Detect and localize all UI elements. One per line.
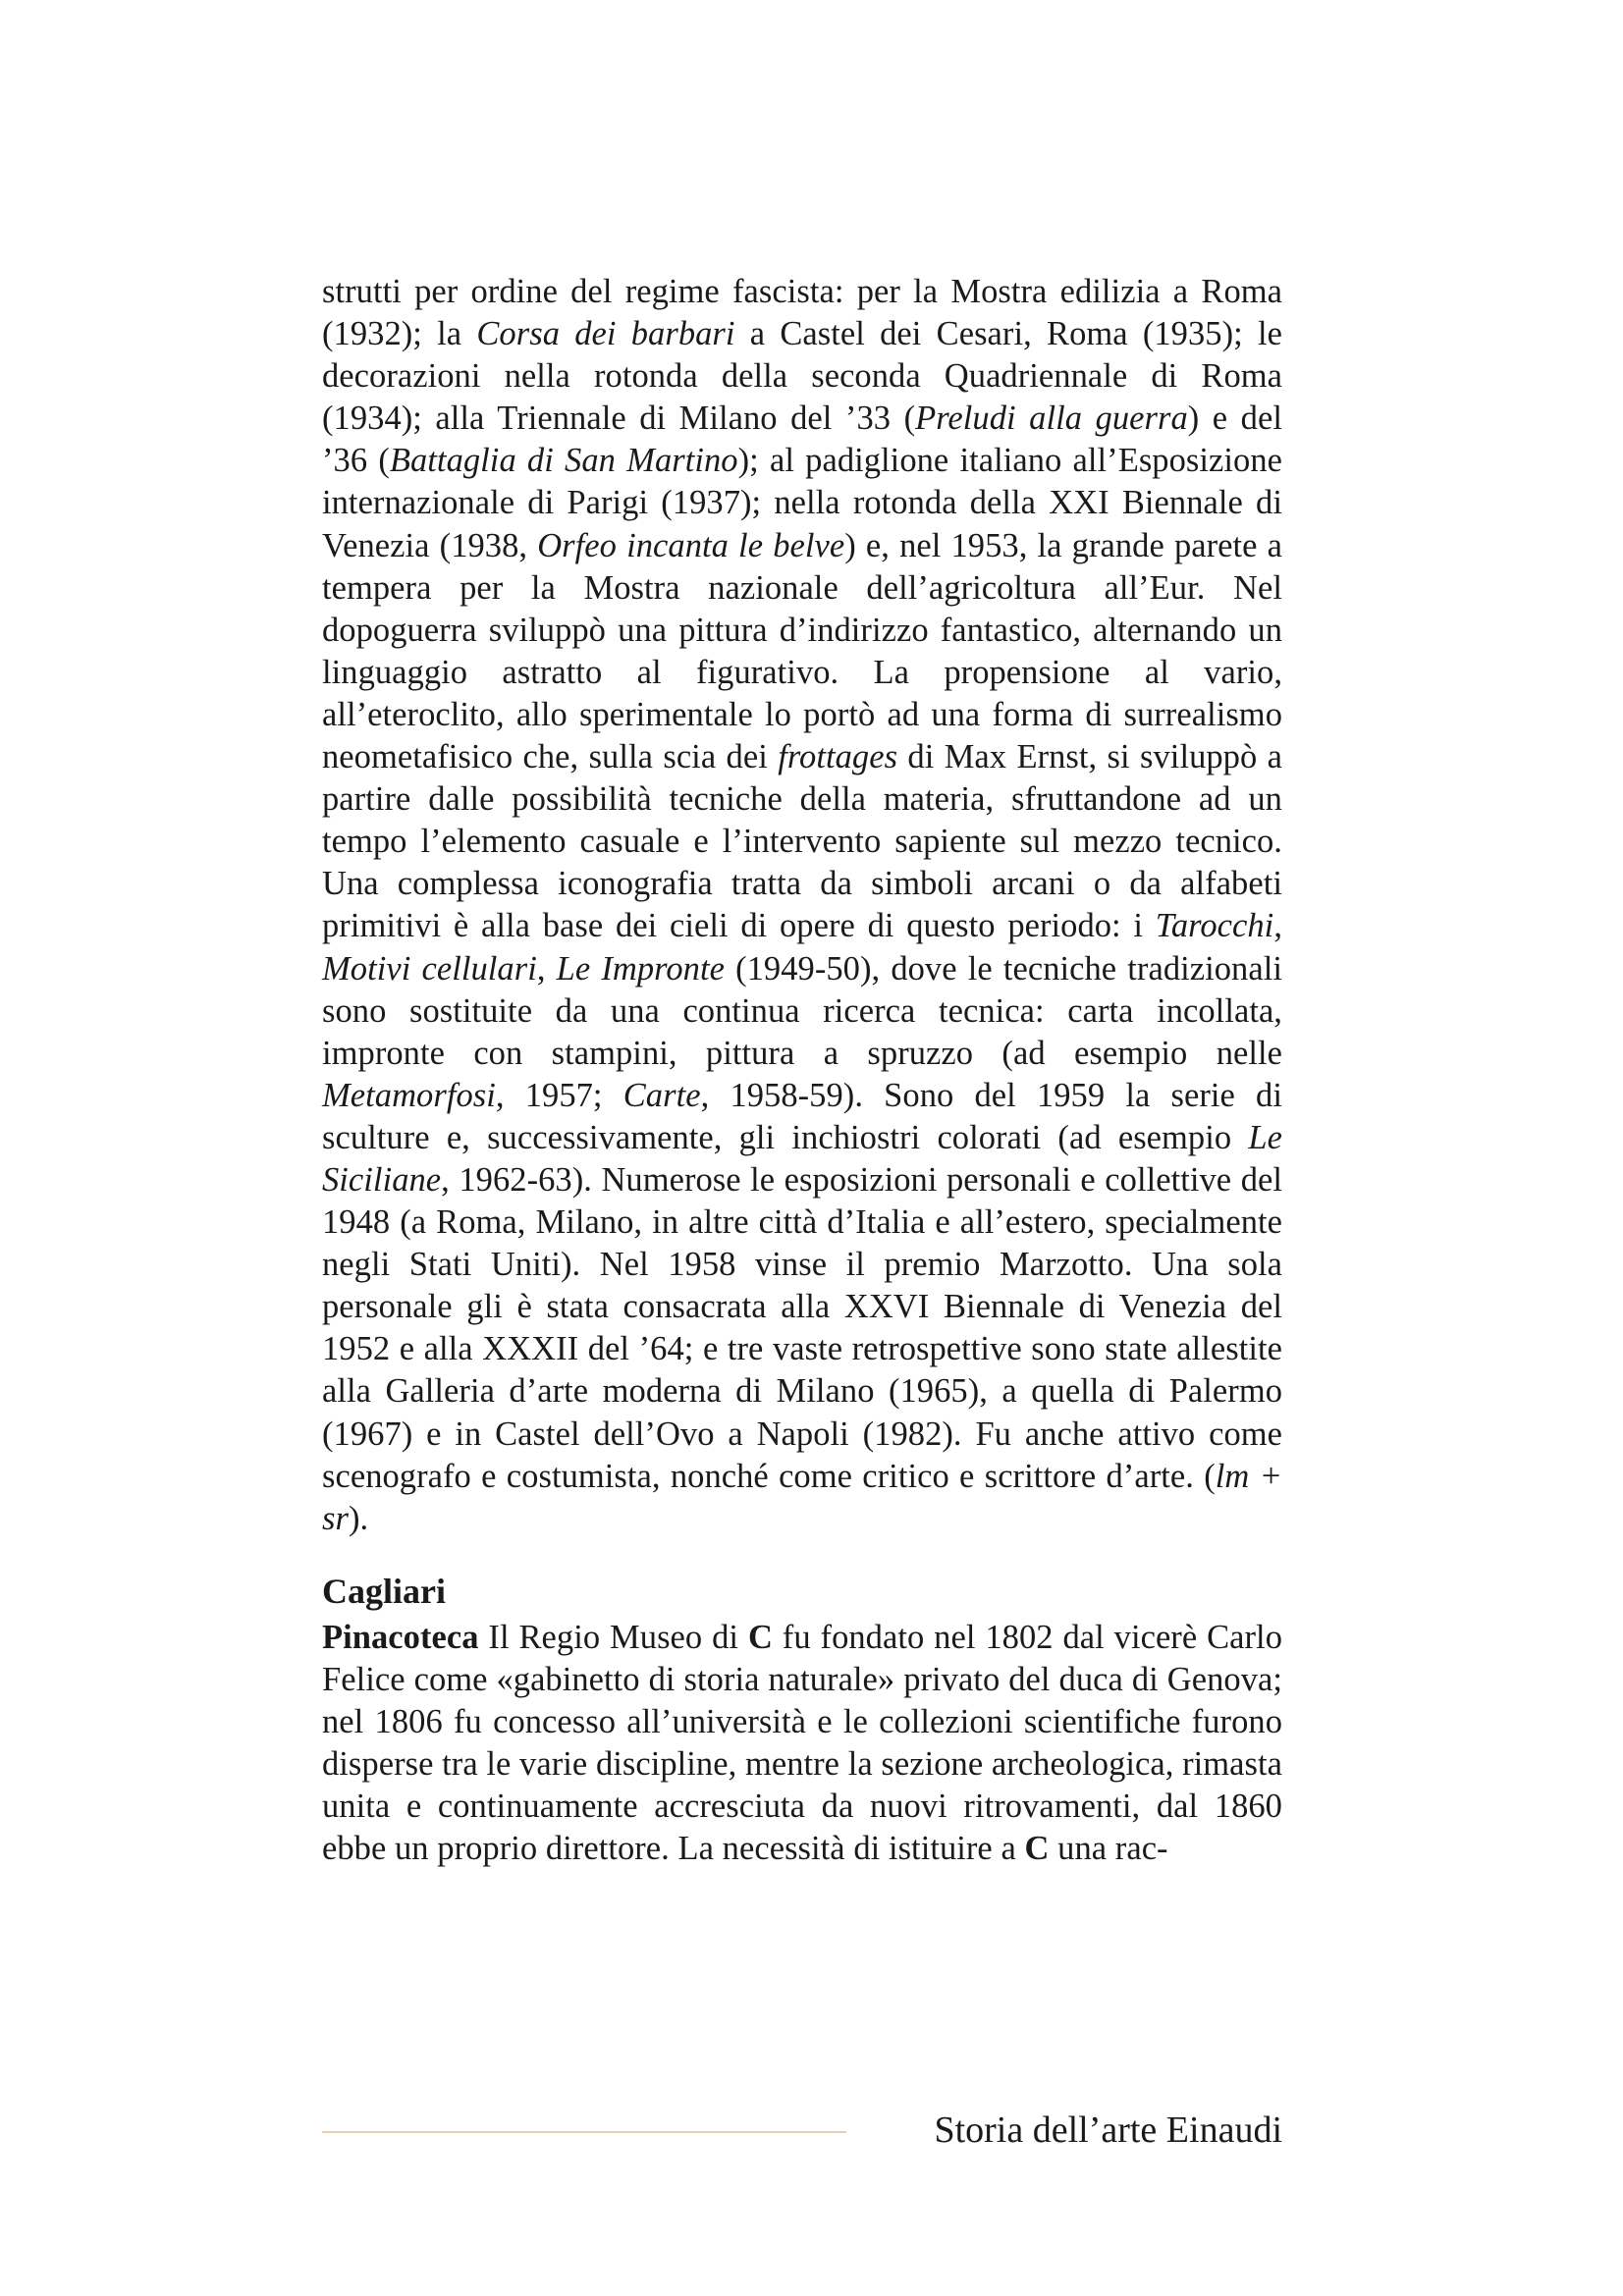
italic-run: Carte (622, 1076, 701, 1114)
italic-run: Battaglia di San Martino (389, 442, 738, 480)
footer-title: Storia dell’arte Einaudi (934, 2109, 1282, 2151)
bold-run: C (1024, 1830, 1050, 1868)
text-run: strutti per ordine del regime fascista: per la Mostra edilizia a Roma (1932); la (322, 273, 1282, 353)
text-run: , (1273, 907, 1282, 945)
text-run: , 1958-59). Sono del 1959 la serie di sculture e, successivamente, gli inchiostri colorati (ad esempio (322, 1076, 1282, 1156)
text-run: ); al padiglione italiano all’Esposizione internazionale di Parigi (1937); nella rotonda della XXI Biennale di Venezia (1938, (322, 442, 1282, 564)
italic-run: frottages (778, 738, 898, 776)
italic-run: Tarocchi (1155, 907, 1274, 945)
italic-run: Motivi cellulari (322, 949, 537, 988)
text-run: ) e del ’36 ( (322, 400, 1282, 480)
text-run: , 1962-63). Numerose le esposizioni personali e collettive del 1948 (a Roma, Milano, in altre città d’Italia e all’estero, specialmente negli Stati Uniti). Nel 1958 vinse il premio Marzotto. Una sola personale gli è stata consacrata alla XXVI Biennale di Venezia del 1952 e alla XXXII del ’64; e tre vaste retrospettive sono state allestite alla Galleria d’arte moderna di Milano (1965), a quella di Palermo (1967) e in Castel dell’Ovo a Napoli (1982). Fu anche attivo come scenografo e costumista, nonché come critico e scrittore d’arte. ( (322, 1160, 1282, 1495)
italic-run: Le Siciliane (322, 1118, 1282, 1199)
text-run: fu fondato nel 1802 dal vicerè Carlo Felice come «gabinetto di storia naturale» privato del duca di Genova; nel 1806 fu concesso all’università e le collezioni scientifiche furono disperse tra le varie discipline, mentre la sezione archeologica, rimasta unita e continuamente accresciuta da nuovi ritrovamenti, dal 1860 ebbe un proprio direttore. La necessità di istituire a (322, 1618, 1282, 1868)
bold-run: Pinacoteca (322, 1618, 479, 1656)
section-heading: Cagliari (322, 1571, 446, 1611)
text-run: di Max Ernst, si sviluppò a partire dalle possibilità tecniche della materia, sfruttandone ad un tempo l’elemento casuale e l’intervento sapiente sul mezzo tecnico. Una complessa iconografia tratta da simboli arcani o da alfabeti primitivi è alla base dei cieli di opere di questo periodo: i (322, 738, 1282, 945)
text-run: ) e, nel 1953, la grande parete a tempera per la Mostra nazionale dell’agricoltura all’Eur. Nel dopoguerra sviluppò una pittura d’indirizzo fantastico, alternando un linguaggio astratto al figurativo. La propensione al vario, all’eteroclito, allo sperimentale lo portò ad una forma di surrealismo neometafisico che, sulla scia dei (322, 526, 1282, 776)
italic-run: Corsa dei barbari (476, 315, 735, 353)
body-paragraph-1 (322, 271, 1282, 1540)
text-run: , (536, 949, 557, 988)
italic-run: Metamorfosi (322, 1076, 496, 1114)
text-run: ). (348, 1499, 369, 1537)
text-run: a Castel dei Cesari, Roma (1935); le decorazioni nella rotonda della seconda Quadriennale di Roma (1934); alla Triennale di Milano del ’33 ( (322, 315, 1282, 438)
text-run: Il Regio Museo di (478, 1618, 748, 1656)
italic-run: Orfeo incanta le belve (537, 526, 845, 564)
text-column (322, 271, 1282, 1870)
body-paragraph-2 (322, 1617, 1282, 1871)
bold-run: C (747, 1618, 773, 1656)
footer-rule (322, 2131, 846, 2133)
text-run: , 1957; (495, 1076, 623, 1114)
italic-run: lm + sr (322, 1457, 1282, 1537)
italic-run: Le Impronte (556, 949, 725, 988)
text-run: (1949-50), dove le tecniche tradizionali sono sostituite da una continua ricerca tecnica: carta incollata, impronte con stampini, pittura a spruzzo (ad esempio nelle (322, 949, 1282, 1072)
italic-run: Preludi alla guerra (915, 400, 1188, 438)
text-run: una rac- (1049, 1830, 1168, 1868)
